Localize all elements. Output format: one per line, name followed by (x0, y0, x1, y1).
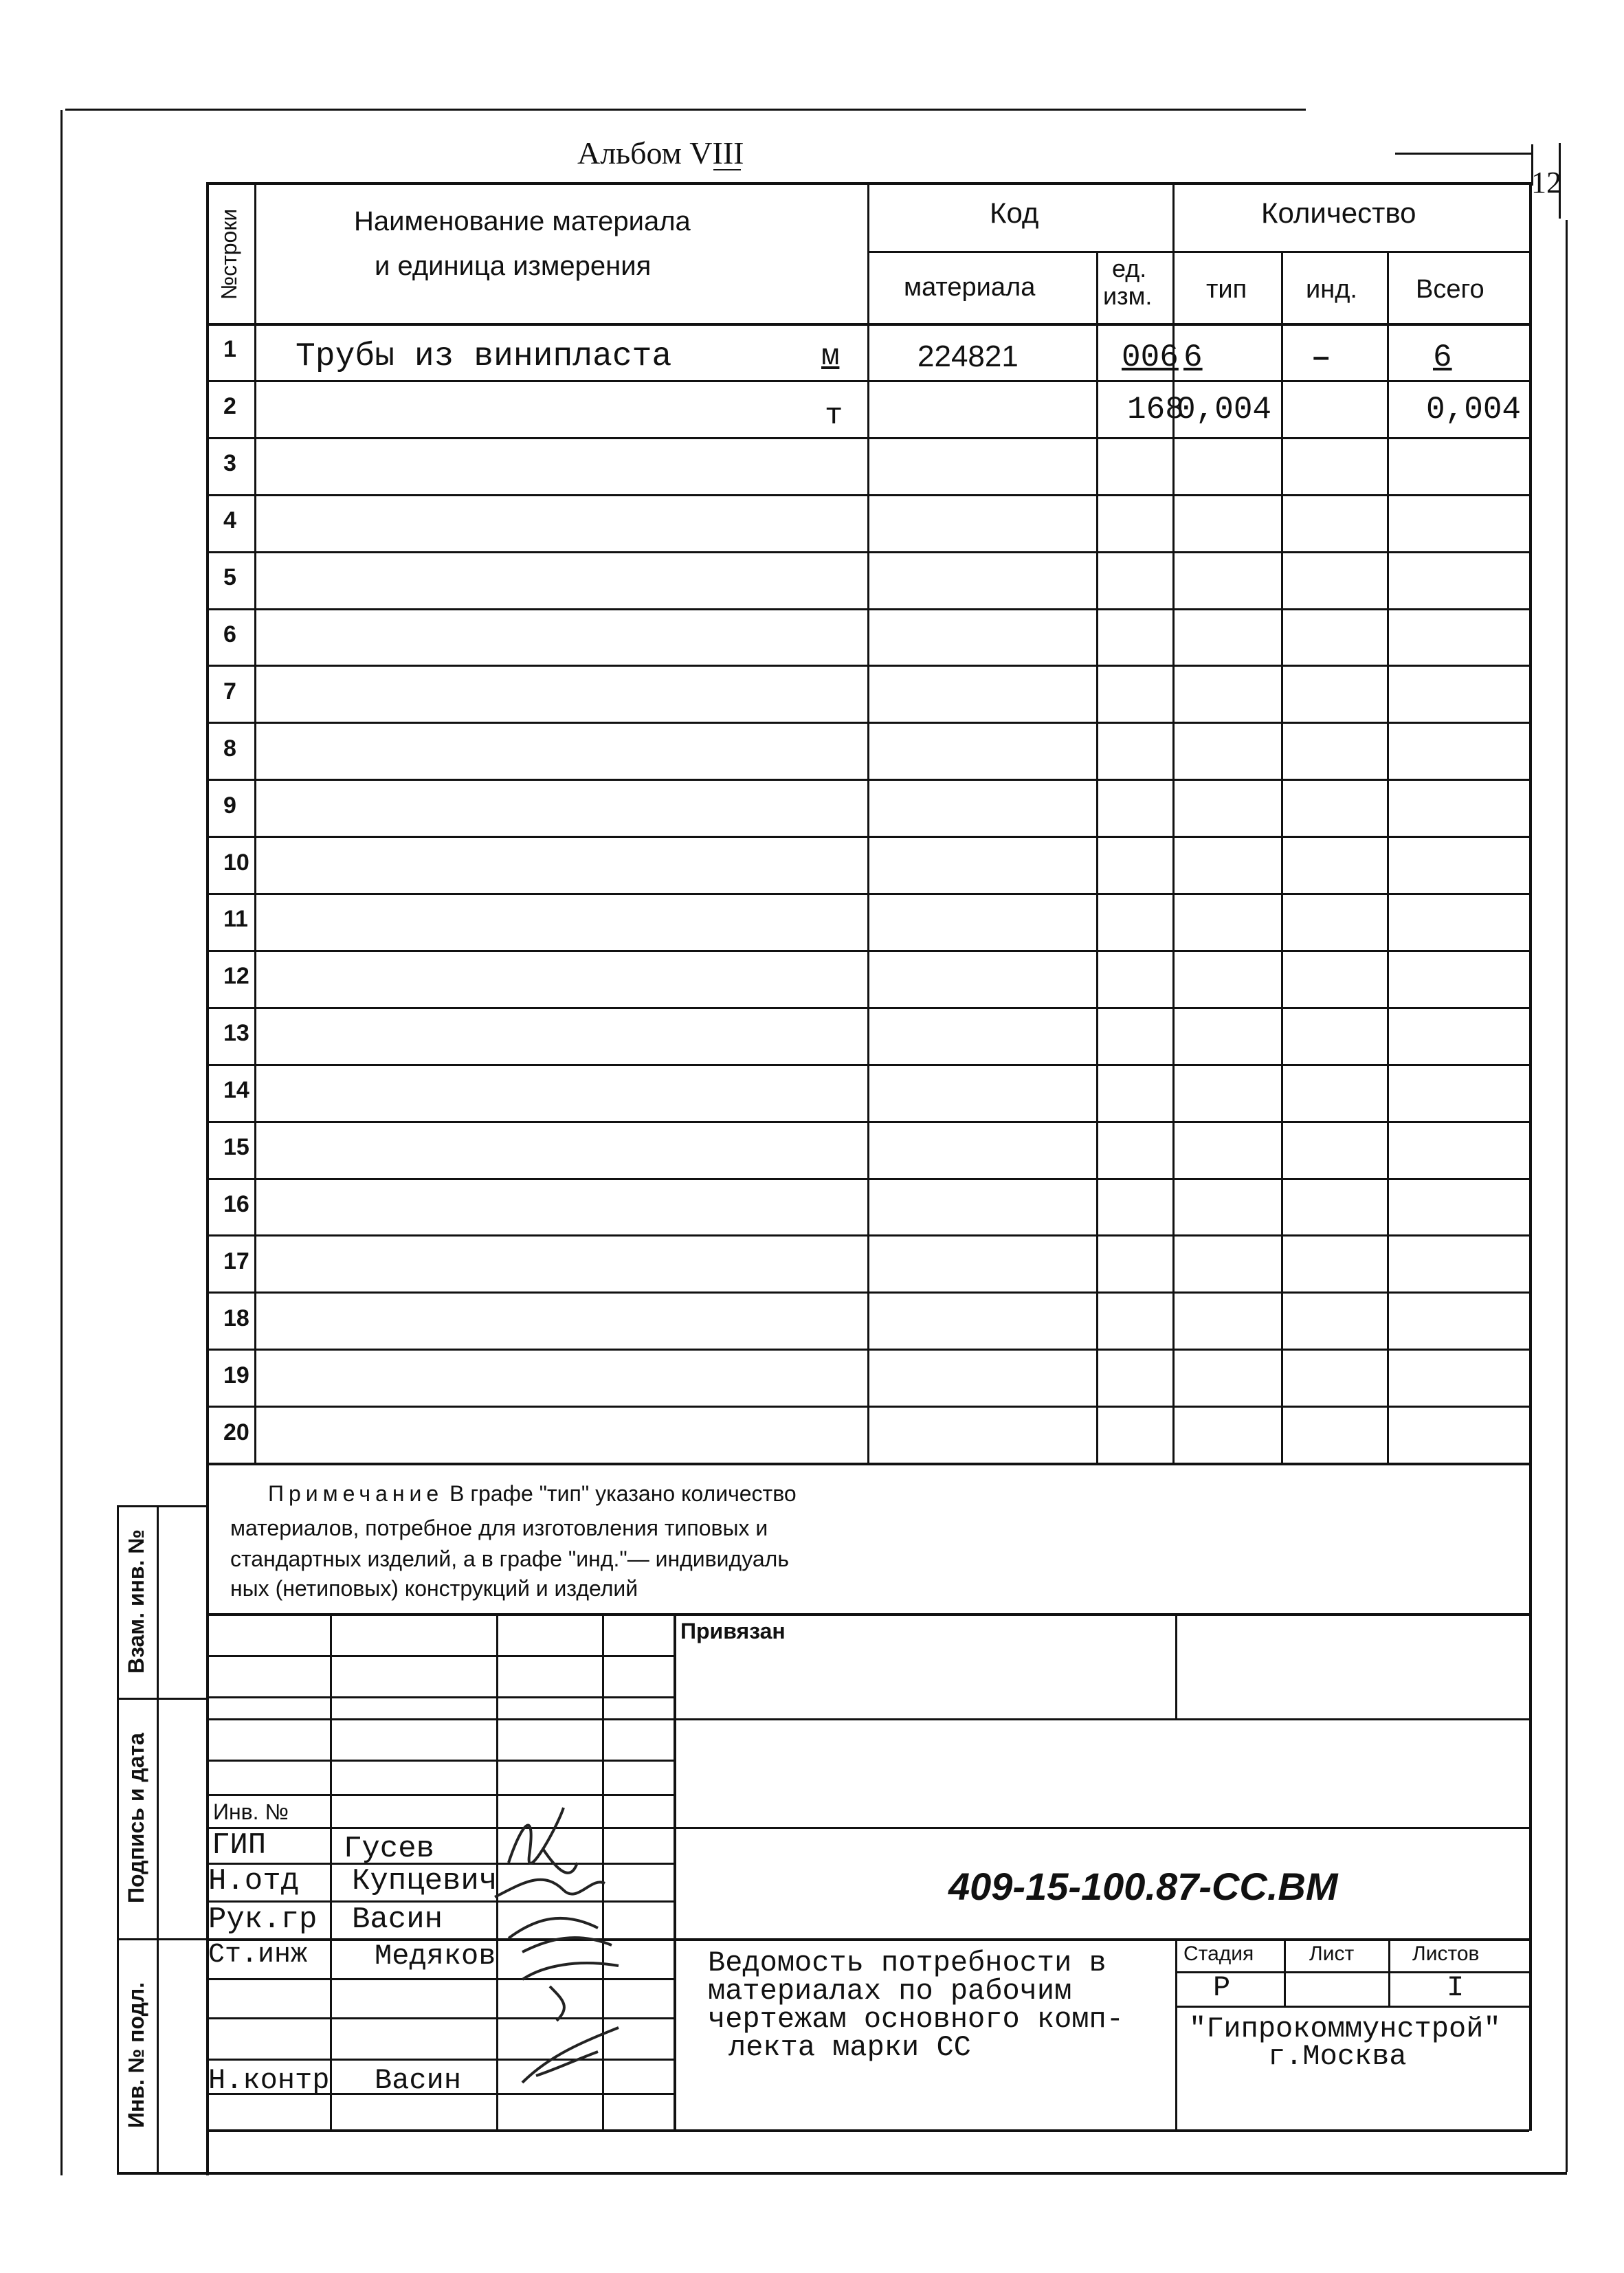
header-qty-total: Всего (1416, 275, 1484, 304)
signer-name-4: Медяков (375, 1940, 496, 1973)
row1-name: Трубы из винипласта (296, 338, 672, 375)
row-number: 2 (223, 393, 236, 420)
row-number: 3 (223, 450, 236, 477)
inv-no-label: Инв. № (213, 1799, 289, 1824)
row2-unit: т (825, 399, 843, 433)
tb-col-sheet (1284, 1938, 1286, 2007)
header-qty-group: Количество (1261, 197, 1416, 229)
signer-role-2: Н.отд (208, 1864, 300, 1898)
signature-scribbles (481, 1780, 660, 2103)
tb-col-sheets (1388, 1938, 1390, 2007)
tb-col-4 (674, 1613, 676, 2131)
frame-bottom-line (117, 2172, 1567, 2175)
side-line-2 (117, 1698, 206, 1700)
note-line2: материалов, потребное для изготовления типовых и (230, 1516, 768, 1540)
side-label-inv-podl: Инв. № подл. (124, 1982, 148, 2129)
album-title-underline (713, 169, 741, 170)
signer-role-1: ГИП (212, 1828, 267, 1863)
row-number: 8 (223, 735, 236, 762)
header-code-material: материала (904, 273, 1036, 302)
frame-top-line (65, 109, 1306, 111)
row2-unit-code: 168 (1127, 392, 1184, 428)
frame-right-line (1566, 220, 1568, 2172)
album-title: Альбом VIII (577, 135, 744, 170)
organization-city: г.Москва (1268, 2040, 1407, 2073)
side-line-3 (117, 1938, 206, 1940)
note-lead: Примечание (268, 1481, 444, 1506)
header-code-group: Код (990, 197, 1039, 229)
header-qty-ind: инд. (1306, 275, 1357, 304)
tb-line-c (206, 1718, 1529, 1720)
header-unit-line1: ед. (1112, 254, 1147, 282)
col-divider-name (867, 182, 869, 1464)
signer-role-4: Ст.инж (208, 1940, 308, 1971)
row-number: 9 (223, 792, 236, 819)
stage-label: Стадия (1183, 1942, 1254, 1965)
tb-col-1 (330, 1613, 332, 2131)
row-number: 17 (223, 1248, 249, 1274)
side-label-vzam: Взам. инв. № (124, 1529, 148, 1674)
row1-ind: – (1313, 340, 1330, 373)
sheet-label: Лист (1309, 1942, 1355, 1965)
row-number: 19 (223, 1362, 249, 1388)
row-number: 12 (223, 963, 249, 990)
tb-col-stage (1175, 1938, 1177, 2131)
sheets-value: I (1447, 1971, 1465, 2004)
tb-bottom-line (206, 2129, 1529, 2132)
doc-title-line-3: чертежам основного комп- (708, 2003, 1124, 2036)
header-unit-line2: изм. (1103, 282, 1153, 310)
note-line3: стандартных изделий, а в графе "инд."— индивидуаль (230, 1546, 789, 1571)
doc-title-line-2: материалах по рабочим (708, 1975, 1072, 2008)
side-left-border (117, 1505, 119, 2172)
row2-type: 0,004 (1177, 392, 1272, 428)
row-number: 18 (223, 1305, 249, 1331)
sheet-tab-line (1395, 153, 1533, 155)
row1-total: 6 (1433, 340, 1452, 375)
note-line4: ных (нетиповых) конструкций и изделий (230, 1576, 638, 1601)
doc-title-line-1: Ведомость потребности в (708, 1947, 1106, 1980)
tb-top-line (206, 1613, 1529, 1616)
row1-unit: м (821, 340, 840, 374)
row-number: 4 (223, 507, 236, 534)
note-line1-rest: В графе "тип" указано количество (443, 1481, 797, 1506)
doc-title-line-4: лекта марки СС (728, 2031, 971, 2064)
row-number: 16 (223, 1190, 249, 1217)
signer-role-6: Н.контр (208, 2064, 330, 2097)
row-number: 11 (223, 906, 248, 933)
table-right-border (1529, 182, 1532, 2131)
stage-value: Р (1213, 1971, 1231, 2004)
row-number: 6 (223, 621, 236, 647)
organization-name: "Гипрокоммунстрой" (1189, 2013, 1501, 2045)
row-number: 10 (223, 849, 249, 876)
header-subdivider (867, 251, 1529, 253)
signer-role-3: Рук.гр (208, 1903, 318, 1937)
col-divider-code (1096, 251, 1098, 1464)
row-number: 1 (223, 336, 236, 363)
signer-name-1: Гусев (344, 1832, 435, 1866)
row-number: 13 (223, 1020, 249, 1047)
row-number: 7 (223, 678, 236, 705)
signer-name-3: Васин (352, 1903, 443, 1937)
col-divider-ind (1387, 251, 1389, 1464)
privyazan-label: Привязан (680, 1619, 786, 1643)
row-number: 14 (223, 1077, 249, 1104)
row-number: 15 (223, 1134, 249, 1161)
header-name-line2: и единица измерения (375, 251, 652, 281)
signer-name-6: Васин (375, 2064, 462, 2097)
sheet-number: 12 (1531, 166, 1561, 199)
header-name-line1: Наименование материала (354, 206, 691, 236)
header-qty-type: тип (1206, 275, 1247, 304)
row1-unit-code: 006 (1122, 340, 1179, 375)
row1-type: 6 (1183, 340, 1203, 375)
tb-col-5 (1175, 1613, 1177, 1720)
row-number: 20 (223, 1419, 249, 1445)
frame-left-line (60, 110, 63, 2175)
signer-name-2: Купцевич (352, 1864, 498, 1898)
row-number: 5 (223, 564, 236, 591)
header-row-number: №строки (216, 208, 241, 300)
sheets-label: Листов (1412, 1942, 1480, 1965)
col-divider-type (1281, 251, 1283, 1464)
row2-total: 0,004 (1426, 392, 1522, 428)
row1-code: 224821 (917, 340, 1019, 373)
side-col-divider (157, 1505, 159, 2172)
tb-org-line (1175, 2006, 1529, 2008)
note-line1 (268, 1481, 797, 1507)
side-label-podpis: Подпись и дата (124, 1733, 148, 1903)
tb-line-f (206, 1827, 1529, 1829)
document-code: 409-15-100.87-СС.ВМ (948, 1865, 1338, 1908)
